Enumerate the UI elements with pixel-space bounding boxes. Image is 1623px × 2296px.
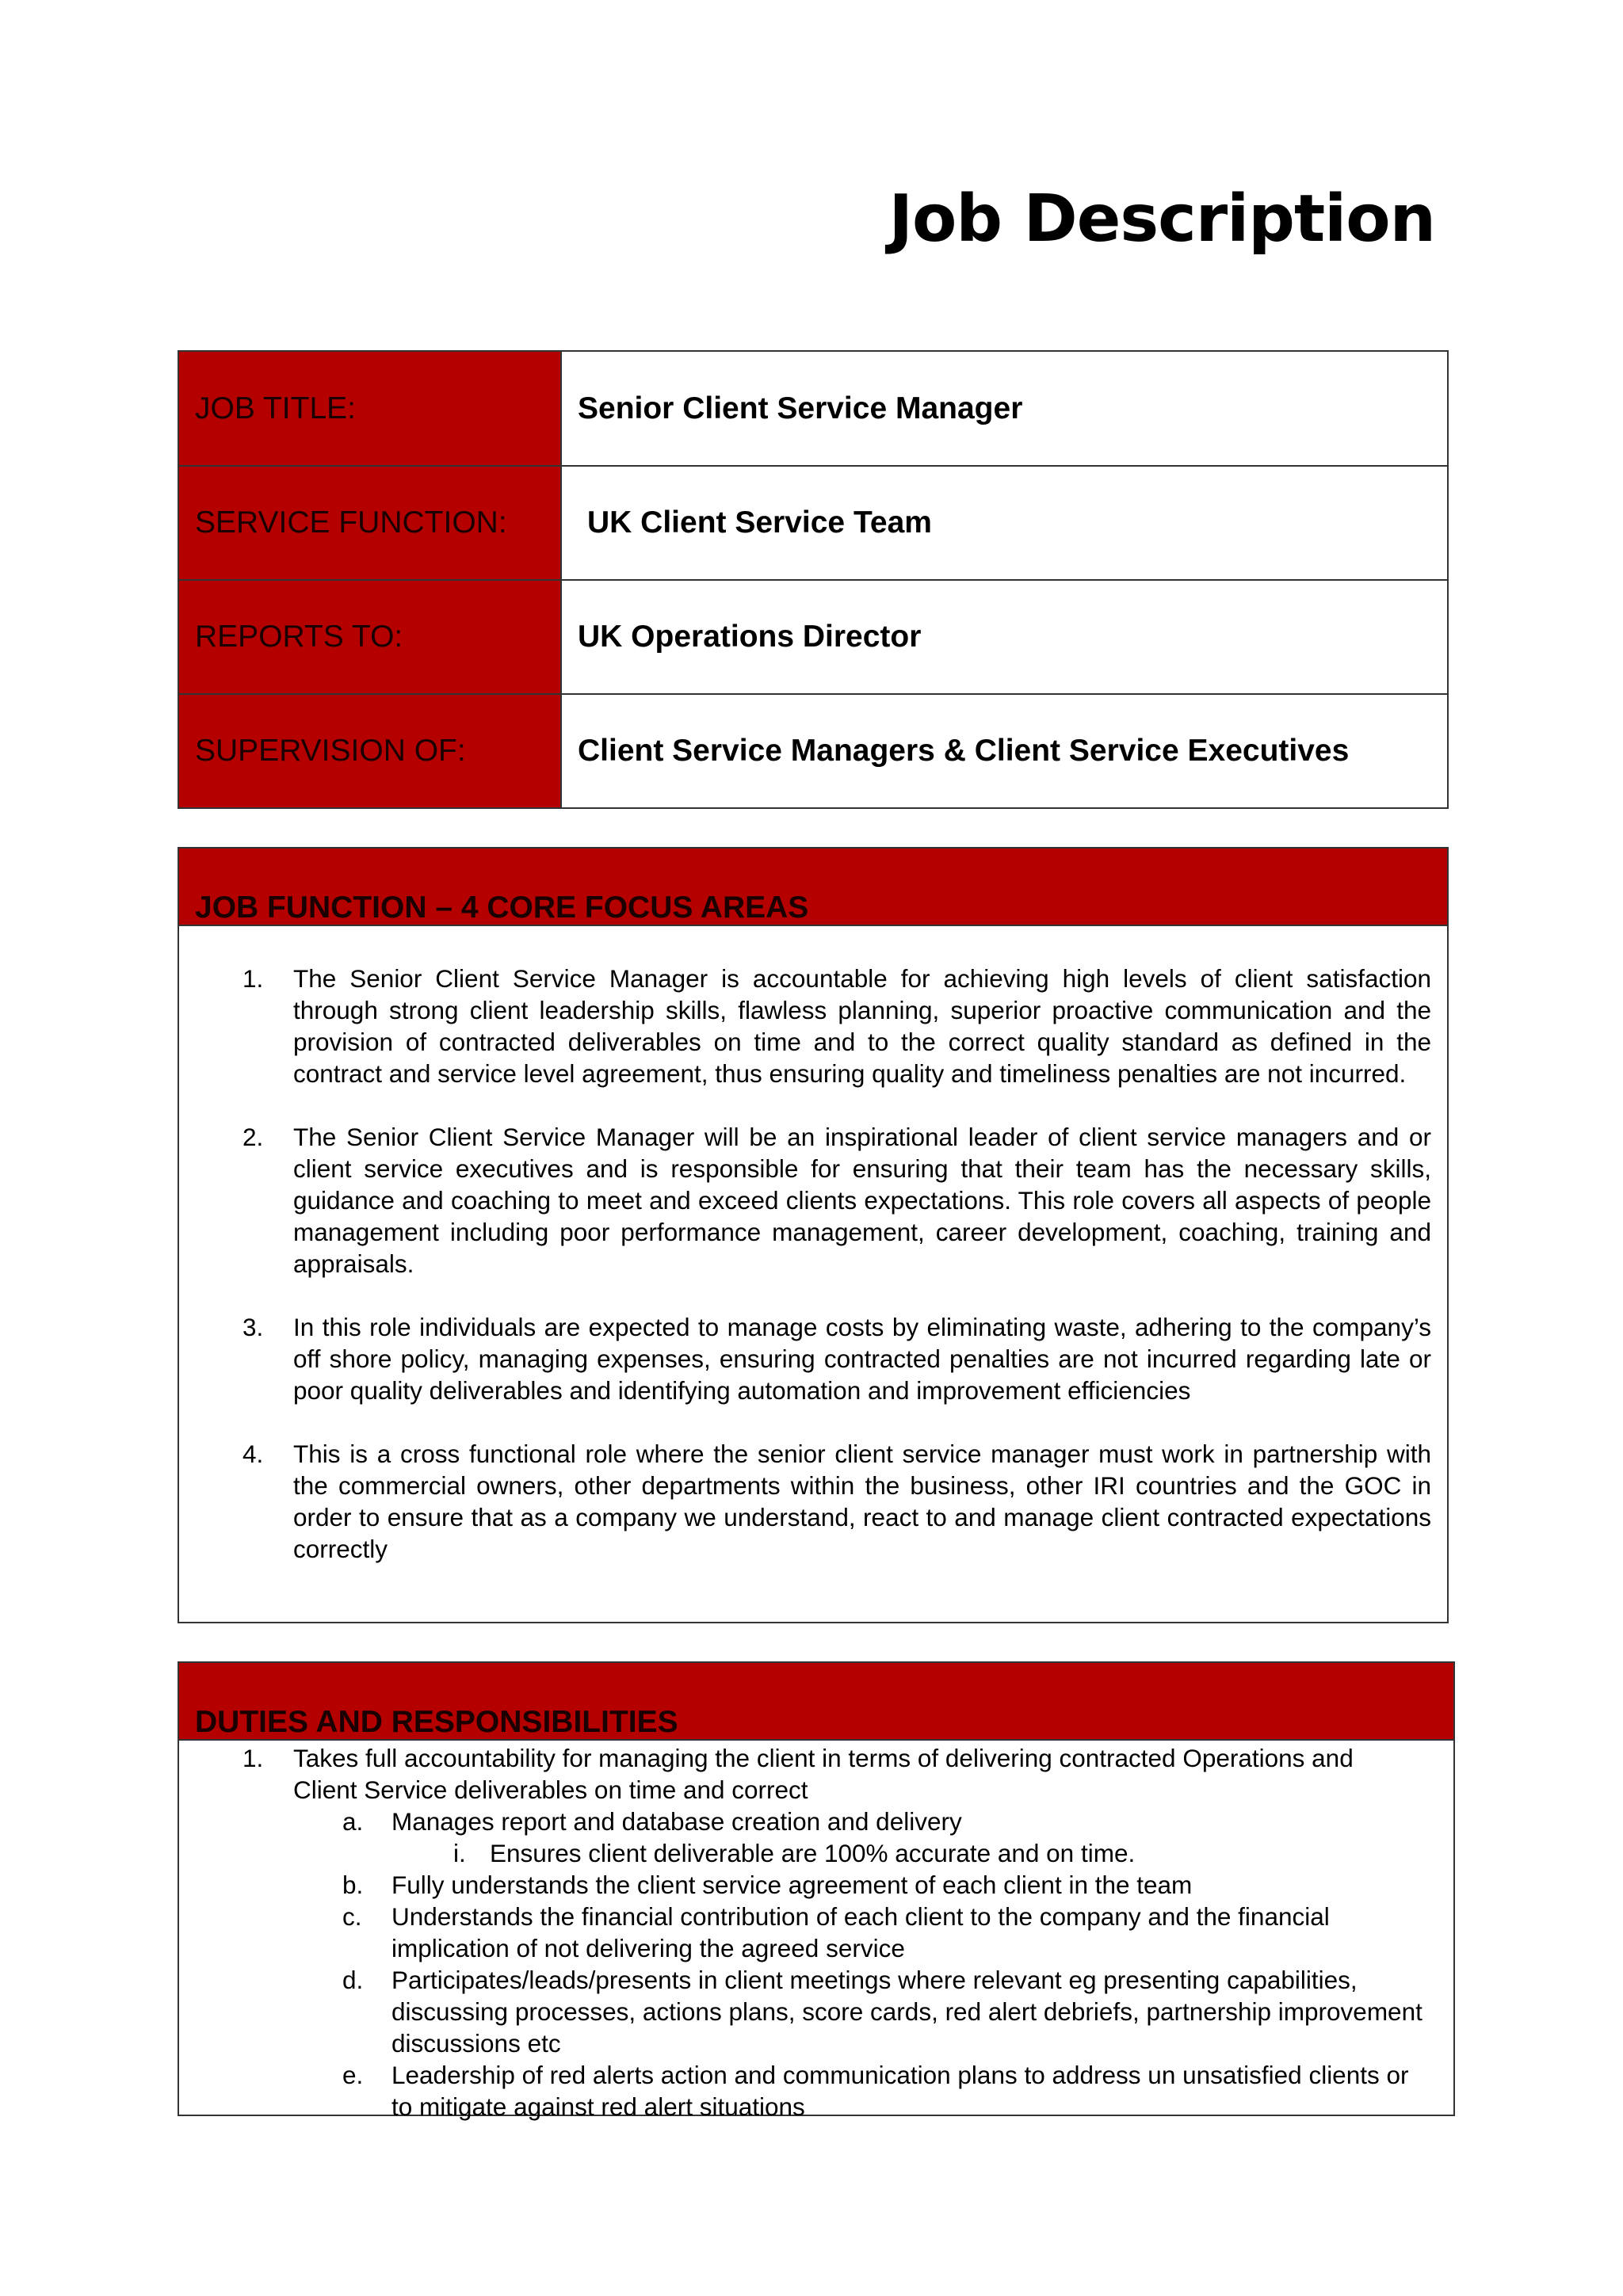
list-item-number: 2. [242, 1123, 264, 1151]
duty-item-1 [179, 1742, 1453, 1806]
service-function-label: SERVICE FUNCTION: [179, 467, 562, 579]
list-item-text: This is a cross functional role where the senior client service manager must work in partnership with the commercial owners, other departments within the business, other IRI countries and the GOC in order to ensure that as a company we understand, react to and manage client contracted expectations correctly [293, 1440, 1431, 1563]
list-item [179, 1121, 1431, 1280]
page-title: Job Description [888, 181, 1435, 257]
duty-sub-item-e [179, 2059, 1453, 2122]
list-item-number: 1. [242, 964, 264, 993]
list-item [179, 963, 1431, 1089]
sub-sub-item-numeral: i. [453, 1839, 466, 1867]
sub-item-text: Participates/leads/presents in client meetings where relevant eg presenting capabilities, discussing processes, actions plans, score cards, red alert debriefs, partnership improvement discussions etc [391, 1966, 1423, 2058]
sub-sub-item-text: Ensures client deliverable are 100% accurate and on time. [490, 1839, 1136, 1867]
supervision-label: SUPERVISION OF: [179, 695, 562, 807]
list-item-text: In this role individuals are expected to manage costs by eliminating waste, adhering to the company’s off shore policy, managing expenses, ensuring contracted penalties are not incurred regarding late or poor quality deliverables and identifying automation and improvement efficiencies [293, 1313, 1431, 1405]
job-function-header [179, 849, 1447, 926]
reports-to-label: REPORTS TO: [179, 581, 562, 693]
reports-to-value: UK Operations Director [578, 620, 922, 654]
sub-item-text: Leadership of red alerts action and communication plans to address un unsatisfied clients or to mitigate against red alert situations [391, 2061, 1409, 2121]
list-item [179, 1438, 1431, 1565]
info-row-service-function [179, 465, 1447, 579]
duty-text: Takes full accountability for managing the client in terms of delivering contracted Operations and Client Service deliverables on time and correct [293, 1744, 1354, 1804]
supervision-value: Client Service Managers & Client Service Executives [578, 734, 1350, 768]
duty-sub-item-c [179, 1901, 1453, 1964]
job-function-list [179, 963, 1447, 1565]
info-row-supervision [179, 693, 1447, 807]
sub-item-text: Manages report and database creation and delivery [391, 1807, 962, 1836]
duty-sub-item-d [179, 1964, 1453, 2059]
job-function-section [178, 847, 1449, 1623]
job-title-value: Senior Client Service Manager [578, 391, 1023, 425]
sub-item-letter: b. [342, 1871, 364, 1899]
duty-sub-sub-item-i [179, 1837, 1453, 1869]
sub-item-letter: e. [342, 2061, 364, 2089]
duties-list [179, 1742, 1453, 2122]
duty-sub-item-b [179, 1869, 1453, 1901]
list-item [179, 1311, 1431, 1406]
info-row-job-title [179, 352, 1447, 465]
job-info-table [178, 350, 1449, 809]
service-function-value: UK Client Service Team [587, 505, 932, 540]
info-row-reports-to [179, 579, 1447, 693]
list-item-number: 3. [242, 1313, 264, 1341]
job-title-label: JOB TITLE: [179, 352, 562, 465]
duties-section [178, 1661, 1455, 2121]
sub-item-letter: a. [342, 1807, 364, 1836]
duty-number: 1. [242, 1744, 264, 1772]
duty-sub-item-a [179, 1806, 1453, 1837]
list-item-text: The Senior Client Service Manager will be an inspirational leader of client service managers and or client service executives and is responsible for ensuring that their team has the necessary skills, guidance and coaching to meet and exceed clients expectations. This role covers all aspects of people management including poor performance management, career development, coaching, training and appraisals. [293, 1123, 1431, 1278]
sub-item-letter: c. [342, 1902, 362, 1931]
sub-item-letter: d. [342, 1966, 364, 1994]
list-item-text: The Senior Client Service Manager is accountable for achieving high levels of client satisfaction through strong client leadership skills, flawless planning, superior proactive communication and the provision of contracted deliverables on time and to the correct quality standard as defined in the contract and service level agreement, thus ensuring quality and timeliness penalties are not incurred. [293, 964, 1431, 1088]
duties-heading: DUTIES AND RESPONSIBILITIES [195, 1705, 678, 1739]
sub-item-text: Fully understands the client service agreement of each client in the team [391, 1871, 1193, 1899]
job-function-heading: JOB FUNCTION – 4 CORE FOCUS AREAS [195, 891, 809, 925]
sub-item-text: Understands the financial contribution of each client to the company and the financial implication of not delivering the agreed service [391, 1902, 1330, 1962]
list-item-number: 4. [242, 1440, 264, 1468]
duties-header [179, 1663, 1453, 1741]
